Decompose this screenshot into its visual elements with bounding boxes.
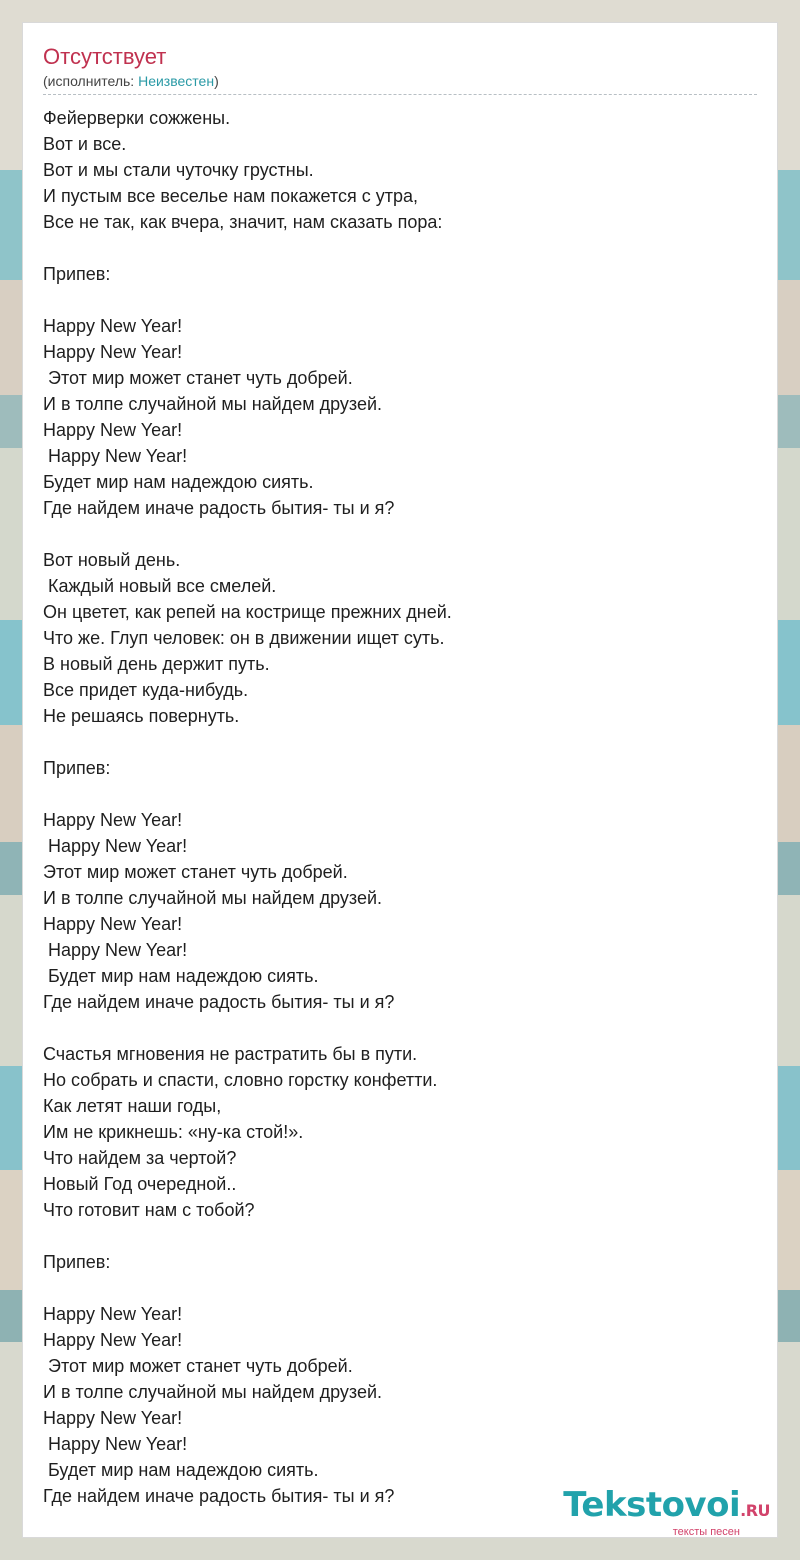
lyric-line: Happy New Year! [43, 1330, 183, 1350]
lyric-line: Вот новый день. [43, 550, 181, 570]
lyrics-text [43, 105, 757, 1509]
logo-tagline: тексты песен [672, 1526, 740, 1538]
lyric-line: И пустым все веселье нам покажется с утра, [43, 186, 418, 206]
logo-tld: .RU [740, 1501, 770, 1520]
logo-wordmark [563, 1485, 770, 1528]
lyric-line [43, 1275, 757, 1301]
lyric-line: Вот и все. [43, 134, 127, 154]
lyric-line: Счастья мгновения не растратить бы в пути. [43, 1044, 418, 1064]
lyric-line [43, 1223, 757, 1249]
lyric-line: И в толпе случайной мы найдем друзей. [43, 1382, 383, 1402]
artist-suffix: ) [214, 73, 219, 89]
artist-link[interactable]: Неизвестен [138, 73, 215, 89]
lyrics-card [22, 22, 778, 1538]
lyric-line: Этот мир может станет чуть добрей. [43, 862, 348, 882]
lyric-line: Не решаясь повернуть. [43, 706, 240, 726]
lyric-line: Все не так, как вчера, значит, нам сказать пора: [43, 212, 443, 232]
lyric-line: Happy New Year! [43, 836, 188, 856]
lyric-line: Happy New Year! [43, 1434, 188, 1454]
artist-line [43, 71, 757, 95]
lyric-line [43, 1015, 757, 1041]
lyric-line: Happy New Year! [43, 940, 188, 960]
lyric-line: Припев: [43, 1252, 111, 1272]
lyric-line: Как летят наши годы, [43, 1096, 222, 1116]
lyric-line: Будет мир нам надеждою сиять. [43, 472, 314, 492]
lyric-line: Что готовит нам с тобой? [43, 1200, 255, 1220]
logo-name: Tekstovoi [563, 1485, 741, 1525]
lyric-line: В новый день держит путь. [43, 654, 270, 674]
lyric-line: Что же. Глуп человек: он в движении ищет суть. [43, 628, 445, 648]
lyric-line: Фейерверки сожжены. [43, 108, 231, 128]
lyric-line: Припев: [43, 264, 111, 284]
lyric-line: Этот мир может станет чуть добрей. [43, 368, 353, 388]
lyric-line: Happy New Year! [43, 1304, 183, 1324]
lyric-line [43, 235, 757, 261]
lyric-line: Happy New Year! [43, 914, 183, 934]
lyric-line: Новый Год очередной.. [43, 1174, 237, 1194]
lyric-line: И в толпе случайной мы найдем друзей. [43, 888, 383, 908]
lyric-line: Вот и мы стали чуточку грустны. [43, 160, 314, 180]
lyric-line: Он цветет, как репей на кострище прежних дней. [43, 602, 452, 622]
lyric-line: Где найдем иначе радость бытия- ты и я? [43, 1486, 395, 1506]
site-logo[interactable] [563, 1485, 770, 1538]
lyric-line: Happy New Year! [43, 810, 183, 830]
lyric-line: Все придет куда-нибудь. [43, 680, 249, 700]
lyric-line: Happy New Year! [43, 316, 183, 336]
lyric-line [43, 781, 757, 807]
lyric-line: И в толпе случайной мы найдем друзей. [43, 394, 383, 414]
song-title: Отсутствует [43, 44, 167, 69]
lyric-line: Этот мир может станет чуть добрей. [43, 1356, 353, 1376]
lyric-line: Happy New Year! [43, 446, 188, 466]
lyric-line [43, 287, 757, 313]
lyric-line: Happy New Year! [43, 1408, 183, 1428]
lyric-line: Будет мир нам надеждою сиять. [43, 1460, 319, 1480]
lyric-line: Но собрать и спасти, словно горстку конфетти. [43, 1070, 438, 1090]
lyric-line: Что найдем за чертой? [43, 1148, 237, 1168]
lyric-line: Им не крикнешь: «ну-ка стой!». [43, 1122, 304, 1142]
lyric-line: Где найдем иначе радость бытия- ты и я? [43, 498, 395, 518]
lyric-line [43, 521, 757, 547]
lyric-line: Припев: [43, 758, 111, 778]
artist-prefix: (исполнитель: [43, 73, 139, 89]
lyric-line: Happy New Year! [43, 342, 183, 362]
lyric-line: Каждый новый все смелей. [43, 576, 277, 596]
lyric-line: Где найдем иначе радость бытия- ты и я? [43, 992, 395, 1012]
lyric-line: Будет мир нам надеждою сиять. [43, 966, 319, 986]
lyric-line [43, 729, 757, 755]
lyric-line: Happy New Year! [43, 420, 183, 440]
